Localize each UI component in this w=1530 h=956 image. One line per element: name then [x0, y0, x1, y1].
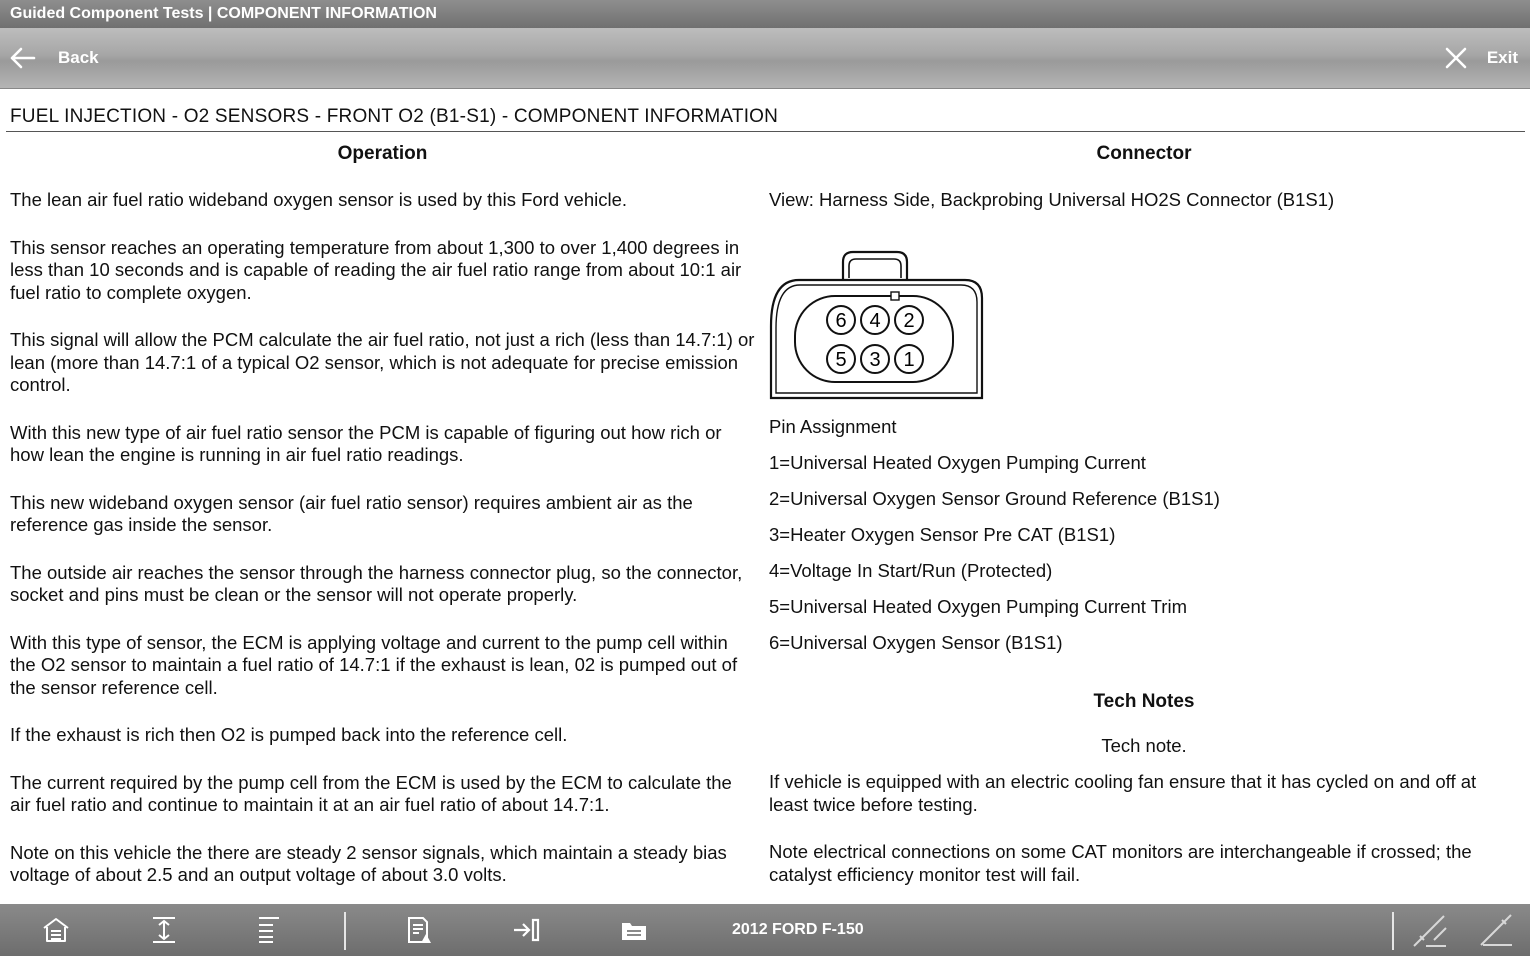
- tech-note-paragraph: Note electrical connections on some CAT monitors are interchangeable if crossed; the catalyst efficiency monitor test will fail.: [769, 841, 1472, 885]
- connector-pins: [827, 306, 923, 373]
- collapse-icon[interactable]: [250, 912, 286, 948]
- back-arrow-icon: [10, 47, 36, 69]
- operation-paragraph: The current required by the pump cell from the ECM is used by the ECM to calculate the air fuel ratio and continue to maintain it at an air fuel ratio of about 14.7:1.: [10, 771, 732, 815]
- back-label: Back: [58, 48, 99, 67]
- pin-number: 5: [835, 349, 847, 371]
- operation-paragraph: If the exhaust is rich then O2 is pumped back into the reference cell.: [10, 724, 568, 745]
- pin-assignment-item: 4=Voltage In Start/Run (Protected): [769, 560, 1053, 581]
- pin-number: 4: [869, 310, 881, 332]
- connector-view-text: View: Harness Side, Backprobing Universal HO2S Connector (B1S1): [769, 189, 1335, 210]
- bottom-toolbar: [0, 904, 1530, 956]
- window-title-bar: [0, 0, 1530, 28]
- pin-assignment-item: 5=Universal Heated Oxygen Pumping Current Trim: [769, 596, 1187, 617]
- operation-paragraph: This sensor reaches an operating temperature from about 1,300 to over 1,400 degrees in less than 10 seconds and is capable of reading the air fuel ratio range from about 10:1 air fuel ratio to complete oxygen.: [10, 236, 742, 303]
- pin-assignment-item: 2=Universal Oxygen Sensor Ground Reference (B1S1): [769, 488, 1220, 509]
- operation-paragraph: This signal will allow the PCM calculate the air fuel ratio, not just a rich (less than 14.7:1) or lean (more than 14.7:1 of a typical O2 sensor, which is not adequate for precise emission control.: [10, 329, 755, 395]
- tech-notes-section: [769, 688, 1519, 886]
- pin-number: 3: [869, 349, 881, 371]
- pin-number: 2: [903, 310, 915, 332]
- pin-assignment-list: [769, 452, 1220, 668]
- pin-assignment-title: Pin Assignment: [769, 416, 897, 437]
- toolbar-separator: [344, 912, 346, 950]
- pin-number: 1: [903, 349, 915, 371]
- edit-icon[interactable]: [1478, 912, 1514, 948]
- toolbar-separator: [1392, 912, 1394, 950]
- tech-notes-heading: Tech Notes: [1093, 691, 1195, 712]
- home-icon[interactable]: [38, 912, 74, 948]
- pen-icon[interactable]: [1412, 912, 1448, 948]
- pin-number: 6: [835, 310, 847, 332]
- operation-paragraph: The lean air fuel ratio wideband oxygen sensor is used by this Ford vehicle.: [10, 189, 628, 210]
- page-title: FUEL INJECTION - O2 SENSORS - FRONT O2 (B1-S1) - COMPONENT INFORMATION: [10, 106, 779, 127]
- connector-heading: Connector: [1096, 143, 1192, 164]
- title-divider: [6, 131, 1525, 132]
- tech-note-paragraph: If vehicle is equipped with an electric cooling fan ensure that it has cycled on and off at least twice before testing.: [769, 771, 1477, 815]
- pin-assignment-item: 6=Universal Oxygen Sensor (B1S1): [769, 632, 1063, 653]
- back-button[interactable]: [10, 28, 99, 88]
- report-icon[interactable]: [400, 912, 436, 948]
- connector-diagram: [769, 248, 985, 409]
- operation-paragraph: The outside air reaches the sensor through the harness connector plug, so the connector, socket and pins must be clean or the sensor will not operate properly.: [10, 561, 743, 605]
- operation-text: [10, 189, 755, 887]
- operation-section: [10, 140, 755, 887]
- operation-paragraph: This new wideband oxygen sensor (air fuel ratio sensor) requires ambient air as the reference gas inside the sensor.: [10, 491, 693, 535]
- operation-paragraph: Note on this vehicle the there are steady 2 sensor signals, which maintain a steady bias voltage of about 2.5 and an output voltage of about 3.0 volts.: [10, 841, 727, 885]
- connector-section: [769, 140, 1519, 885]
- expand-icon[interactable]: [146, 912, 182, 948]
- close-icon: [1445, 47, 1467, 69]
- operation-paragraph: With this type of sensor, the ECM is applying voltage and current to the pump cell within the O2 sensor to maintain a fuel ratio of 14.7:1 if the exhaust is lean, 02 is pumped out of the sensor reference cell.: [10, 631, 738, 698]
- exit-label: Exit: [1486, 48, 1518, 67]
- operation-paragraph: With this new type of air fuel ratio sensor the PCM is capable of figuring out how rich or how lean the engine is running in air fuel ratio readings.: [10, 421, 722, 465]
- folder-icon[interactable]: [616, 912, 652, 948]
- operation-heading: Operation: [337, 143, 428, 164]
- connector-diagram-svg: [769, 248, 985, 404]
- navigation-bar: [0, 28, 1530, 89]
- exit-button[interactable]: [1445, 28, 1518, 88]
- tech-note-subheading: Tech note.: [1101, 735, 1187, 756]
- pin-assignment-item: 3=Heater Oxygen Sensor Pre CAT (B1S1): [769, 524, 1116, 545]
- forward-icon[interactable]: [508, 912, 544, 948]
- vehicle-label: 2012 FORD F-150: [732, 921, 864, 938]
- window-title: Guided Component Tests | COMPONENT INFORMATION: [10, 5, 437, 22]
- pin-assignment-item: 1=Universal Heated Oxygen Pumping Current: [769, 452, 1146, 473]
